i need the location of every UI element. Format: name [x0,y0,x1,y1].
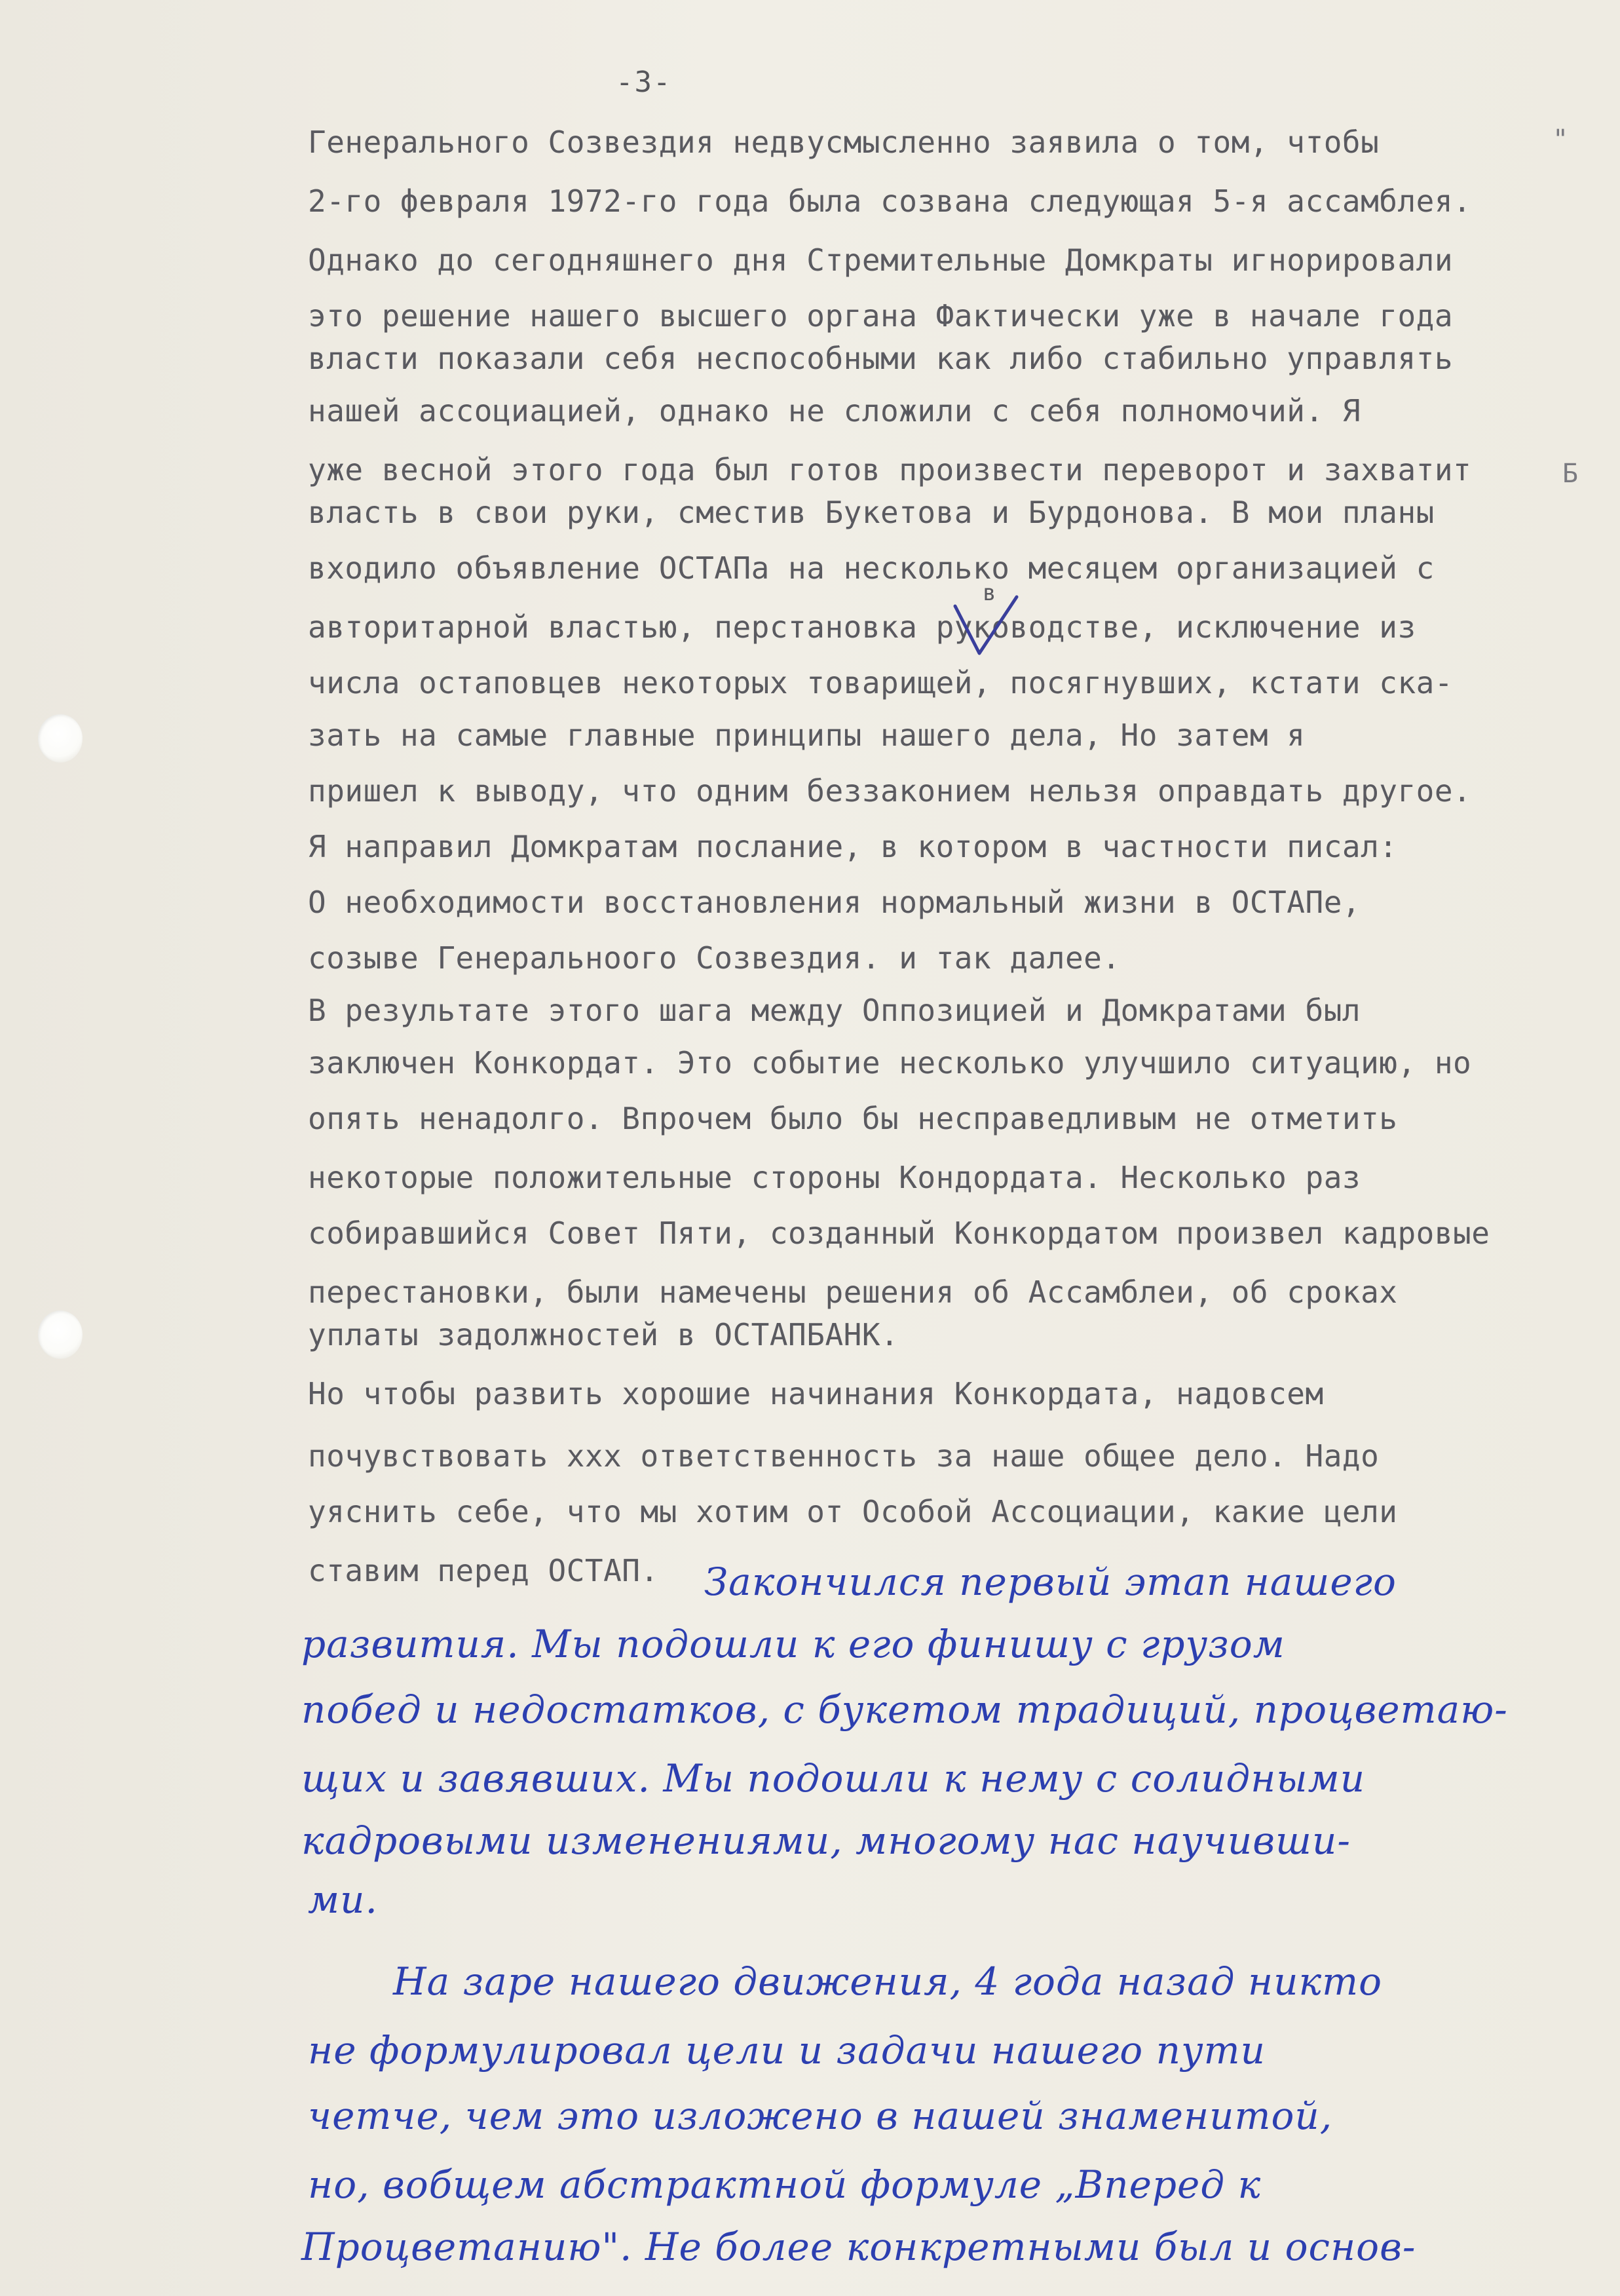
typed-line: почувствовать ххх ответственность за наше общее дело. Надо [308,1438,1380,1474]
typed-line: зать на самые главные принципы нашего дела, Но затем я [308,718,1306,753]
typed-line: О необходимости восстановления нормальный жизни в ОСТАПе, [308,885,1361,920]
typed-line: Генерального Созвездия недвусмысленно заявила о том, чтобы [308,124,1380,160]
typed-line: нашей ассоциацией, однако не сложили с себя полномочий. Я [308,393,1361,429]
typed-line: входило объявление ОСТАПа на несколько месяцем организацией с [308,550,1435,586]
typed-line: заключен Конкордат. Это событие несколько улучшило ситуацию, но [308,1045,1472,1081]
inserted-letter: в [983,580,996,606]
typed-line: некоторые положительные стороны Кондордата. Несколько раз [308,1160,1361,1195]
typed-line: Я направил Домкратам послание, в котором в частности писал: [308,829,1398,864]
typed-line: перестановки, были намечены решения об Ассамблеи, об сроках [308,1274,1398,1310]
typed-line: созыве Генеральноого Созвездия. и так далее. [308,940,1121,976]
typed-line: Однако до сегодняшнего дня Стремительные Домкраты игнорировали [308,242,1454,278]
typed-line: опять ненадолго. Впрочем было бы несправедливым не отметить [308,1101,1398,1136]
typed-line: числа остаповцев некоторых товарищей, посягнувших, кстати ска- [308,665,1454,700]
typed-line: Но чтобы развить хорошие начинания Конкордата, надовсем [308,1376,1324,1411]
typed-line: авторитарной властью, перстановка руководстве, исключение из [308,609,1416,645]
typed-line: 2-го февраля 1972-го года была созвана следующая 5-я ассамблея. [308,183,1472,219]
margin-mark-quote: " [1553,124,1569,155]
typed-line: В результате этого шага между Оппозицией и Домкратами был [308,993,1361,1028]
typed-line: собиравшийся Совет Пяти, созданный Конкордатом произвел кадровые [308,1215,1490,1251]
typed-line: пришел к выводу, что одним беззаконием нельзя оправдать другое. [308,773,1472,809]
handwritten-line: не формулировал цели и задачи нашего пути [308,2028,1266,2073]
handwritten-line: ми. [308,1877,378,1922]
handwritten-line: Процветанию". Не более конкретными был и основ- [301,2225,1416,2269]
typed-line: ставим перед ОСТАП. [308,1553,659,1588]
handwritten-line: но, вобщем абстрактной формуле „Вперед к [308,2162,1262,2207]
handwritten-line: четче, чем это изложено в нашей знаменитой, [308,2094,1333,2138]
typed-line: это решение нашего высшего органа Фактически уже в начале года [308,298,1454,334]
correction-check-mark [950,593,1022,659]
handwritten-line: кадровыми изменениями, многому нас научивши- [301,1818,1351,1863]
typed-line: власть в свои руки, сместив Букетова и Бурдонова. В мои планы [308,495,1435,530]
page-number: -3- [616,66,672,99]
typed-line: власти показали себя неспособными как либо стабильно управлять [308,341,1454,376]
handwritten-line: На заре нашего движения, 4 года назад никто [393,1959,1383,2004]
handwritten-line: развития. Мы подошли к его финишу с грузом [301,1622,1285,1666]
handwritten-line: побед и недостатков, с букетом традиций, процветаю- [301,1687,1508,1732]
binder-hole-lower [38,1311,83,1359]
binder-hole-upper [38,714,83,763]
typed-line: уяснить себе, что мы хотим от Особой Ассоциации, какие цели [308,1494,1398,1529]
typed-line: уже весной этого года был готов произвести переворот и захватит [308,452,1472,488]
margin-mark-letter: Б [1562,459,1579,489]
typed-line: уплаты задолжностей в ОСТАПБАНК. [308,1317,899,1352]
handwritten-line: щих и завявших. Мы подошли к нему с солидными [301,1756,1366,1801]
handwritten-line: Закончился первый этап нашего [704,1559,1397,1604]
